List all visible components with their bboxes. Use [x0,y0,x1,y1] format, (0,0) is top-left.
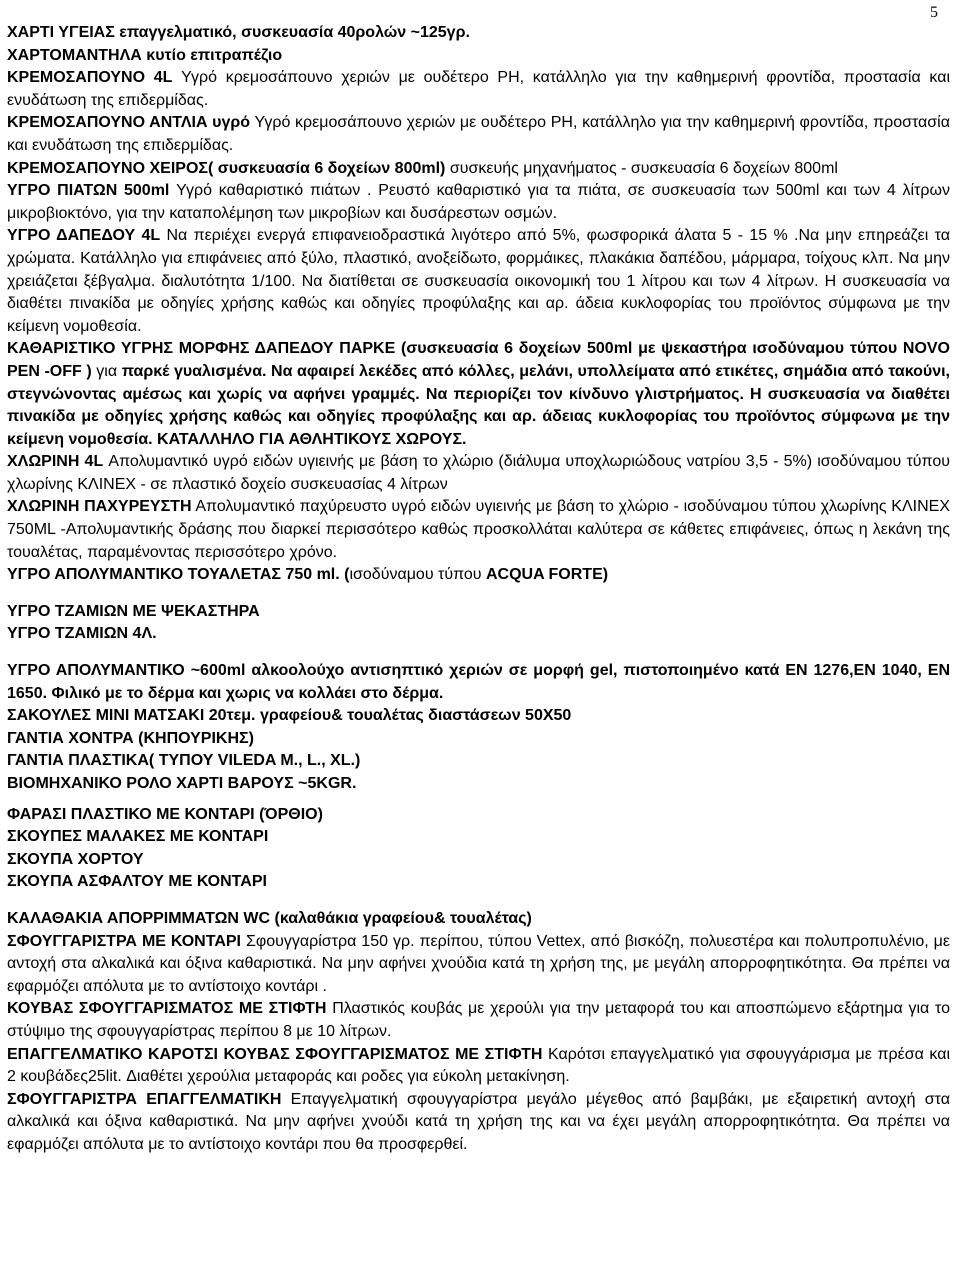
product-name: ΣΚΟΥΠΑ ΑΣΦΑΛΤΟΥ ΜΕ ΚΟΝΤΑΡΙ [7,873,267,891]
product-description: Απολυμαντικό παχύρευστο υγρό ειδών υγιεινής με βάση το χλώριο - ισοδύναμου τύπου χλωρίνης ΚΛΙΝΕΧ 750ML -Απολυμαντικής δράσης που διαρκεί περισσότερο καθώς προσκολλάται καλύτερα σε κάθετες επιφάνειες, όπως η λεκάνη της τουαλέτας, παραμένοντας περισσότερο χρόνο. [7,498,950,561]
product-entry [7,728,950,751]
product-description: Υγρό κρεμοσάπουνο χεριών με ουδέτερο PH, κατάλληλο για την καθημερινή φροντίδα, προστασία και ενυδάτωση της επιδερμίδας. [7,69,951,109]
product-name: ΓΑΝΤΙΑ ΧΟΝΤΡΑ (ΚΗΠΟΥΡΙΚΗΣ) [7,729,254,747]
product-entry [7,705,950,728]
product-name: ΚΡΕΜΟΣΑΠΟΥΝΟ ΧΕΙΡΟΣ( συσκευασία 6 δοχείων 800ml) [7,159,446,177]
product-name: ΓΑΝΤΙΑ ΠΛΑΣΤΙΚΑ( ΤΥΠΟΥ VILEDA M., L., XL.) [7,752,361,770]
product-name: ΒΙΟΜΗΧΑΝΙΚΟ ΡΟΛΟ ΧΑΡΤΙ ΒΑΡΟΥΣ ~5KGR. [7,775,357,792]
product-entry [7,1044,950,1089]
spacer [7,646,950,660]
product-entry [7,158,950,181]
spacer [7,796,950,804]
product-entry [7,998,950,1043]
product-name: ΚΡΕΜΟΣΑΠΟΥΝΟ ΑΝΤΛΙΑ υγρό [7,114,251,132]
product-description: Απολυμαντικό υγρό ειδών υγιεινής με βάση το χλώριο (διάλυμα υποχλωριώδους νατρίου 3,5 - 5%) ισοδύναμου τύπου χλωρίνης ΚΛΙΝΕΧ - σε πλαστικό δοχείο συσκευασίας 4 λίτρων [7,453,951,493]
product-description: Επαγγελματική σφουγγαρίστρα μεγάλο μέγεθος από βαμβάκι, με εξαιρετική αντοχή στα αλκαλικά και όξινα καθαριστικά. Να μην αφήνει χνούδι κατά τη χρήση της και να έχει μεγάλη απορροφητικότητα. Θα πρέπει να εφαρμόζει απόλυτα με το αντίστοιχο κοντάρι που θα προσφερθεί. [7,1090,951,1153]
product-description: Καρότσι επαγγελματικό για σφουγγάρισμα με πρέσα και 2 κουβάδες25lit. Διαθέτει χερούλια μεταφοράς και ροδες για εύκολη μετακίνηση. [7,1045,951,1086]
product-entry [7,564,950,587]
product-name: ΥΓΡΟ ΑΠΟΛΥΜΑΝΤΙΚΟ ~600ml αλκοολούχο αντισηπτικό χεριών σε μορφή gel, πιστοποιημένο κατά ΕΝ 1276,ΕΝ 1040, ΕΝ 1650. Φιλικό με το δέρμα και χωρις να κολλάει στο δέρμα. [7,662,950,702]
product-entry [7,180,950,225]
product-name: ΥΓΡΟ ΑΠΟΛΥΜΑΝΤΙΚΟ ΤΟΥΑΛΕΤΑΣ 750 ml. ( [7,566,350,584]
product-entry [7,826,950,849]
product-entry [7,1089,950,1157]
product-entry [7,871,950,894]
product-name: ΕΠΑΓΓΕΛΜΑΤΙΚΟ ΚΑΡΟΤΣΙ ΚΟΥΒΑΣ ΣΦΟΥΓΓΑΡΙΣΜΑΤΟΣ ΜΕ ΣΤΙΦΤΗ [7,1045,543,1063]
product-entry [7,112,950,157]
product-entry [7,750,950,773]
product-name: ΣΑΚΟΥΛΕΣ ΜΙΝΙ ΜΑΤΣΑΚΙ 20τεμ. γραφείου& τουαλέτας διαστάσεων 50Χ50 [7,707,572,725]
product-name: ΚΡΕΜΟΣΑΠΟΥΝΟ 4L [7,69,173,87]
product-name: ΚΟΥΒΑΣ ΣΦΟΥΓΓΑΡΙΣΜΑΤΟΣ ΜΕ ΣΤΙΦΤΗ [7,1000,327,1018]
product-entry [7,849,950,872]
product-description: Υγρό καθαριστικό πιάτων . Ρευστό καθαριστικό για τα πιάτα, σε συσκευασία των 500ml και των 4 λίτρων μικροβιοκτόνο, για την καταπολέμηση των μικροβίων και δυσάρεστων οσμών. [7,182,951,222]
product-description: ισοδύναμου τύπου [349,566,486,584]
page-number: 5 [930,4,938,21]
product-entry [7,225,950,338]
product-entry [7,804,950,827]
product-name: ΚΑΛΑΘΑΚΙΑ ΑΠΟΡΡΙΜΜΑΤΩΝ WC (καλαθάκια γραφείου& τουαλέτας) [7,909,532,927]
product-name: ΣΦΟΥΓΓΑΡΙΣΤΡΑ ΜΕ ΚΟΝΤΑΡΙ [7,932,241,950]
product-description: Σφουγγαρίστρα 150 γρ. περίπου, τύπου Vettex, από βισκόζη, πολυεστέρα και πολυπροπυλένιο, με αντοχή στα αλκαλικά και όξινα καθαριστικά. Να μην αφήνει χνούδια κατά τη χρήση της, με μεγάλη απορροφητικότητα. Θα πρέπει να εφαρμόζει απόλυτα με το αντίστοιχο κοντάρι . [7,932,950,995]
product-name: ΥΓΡΟ ΠΙΑΤΩΝ 500ml [7,182,170,200]
product-name: ΣΦΟΥΓΓΑΡΙΣΤΡΑ ΕΠΑΓΓΕΛΜΑΤΙΚΗ [7,1090,282,1108]
product-entry [7,22,950,45]
product-entry [7,601,950,624]
product-entry [7,773,950,796]
spacer [7,894,950,908]
product-description: συσκευής μηχανήματος - συσκευασία 6 δοχείων 800ml [445,159,838,177]
product-description: Να περιέχει ενεργά επιφανειοδραστικά λιγότερο από 5%, φωσφορικά άλατα 5 - 15 % .Να μην επηρεάζει τα χρώματα. Κατάλληλο για επιφάνειες από ξύλο, πλαστικό, ανοξείδωτο, φορμάικες, πλακάκια δαπέδου, μάρμαρα, τοίχους κλπ. Να μην χρειάζεται ξέβγαλμα. διαλυτότητα 1/100. Να διατίθεται σε συσκευασία οικονομική του 1 λίτρου και των 4 λίτρων. Η συσκευασία να διαθέτει πινακίδα με οδηγίες χρήσης καθώς και οδηγίες προφύλαξης και αρ. άδεια κυκλοφορίας του προϊόντος σύμφωνα με την κείμενη νομοθεσία. [7,227,950,335]
product-name: ΧΛΩΡΙΝΗ ΠΑΧΥΡΕΥΣΤΗ [7,498,192,516]
product-name: ΚΑΘΑΡΙΣΤΙΚΟ ΥΓΡΗΣ ΜΟΡΦΗΣ ΔΑΠΕΔΟΥ ΠΑΡΚΕ (συσκευασία 6 δοχείων 500ml με ψεκαστήρα ισοδύναμου τύπου NOVO PEN -OFF ) [7,340,950,380]
product-name: ΣΚΟΥΠΑ ΧΟΡΤΟΥ [7,850,144,868]
product-description: για [91,362,122,380]
product-name: ΣΚΟΥΠΕΣ ΜΑΛΑΚΕΣ ΜΕ ΚΟΝΤΑΡΙ [7,828,269,846]
product-entry [7,908,950,931]
spacer [7,587,950,601]
product-list [7,22,950,1157]
product-entry [7,338,950,451]
product-entry [7,45,950,68]
product-entry [7,451,950,496]
product-entry [7,67,950,112]
product-entry [7,931,950,999]
product-name: ΧΑΡΤΙ ΥΓΕΙΑΣ επαγγελματικό, συσκευασία 40ρολών ~125γρ. [7,24,470,41]
product-entry [7,496,950,564]
product-name: ΥΓΡΟ ΤΖΑΜΙΩΝ ΜΕ ΨΕΚΑΣΤΗΡΑ [7,602,260,620]
product-name: ΦΑΡΑΣΙ ΠΛΑΣΤΙΚΟ ΜΕ ΚΟΝΤΑΡΙ (ΌΡΘΙΟ) [7,805,323,823]
product-description-bold: παρκέ γυαλισμένα. Να αφαιρεί λεκέδες από κόλλες, μελάνι, υπολλείματα από ετικέτες, σημάδια από τακούνι, στεγνώνοντας αμέσως και χωρίς να αφήνει γραμμές. Να περιορίζει τον κίνδυνο γλιστρήματος. Η συσκευασία να διαθέτει πινακίδα με οδηγίες χρήσης καθώς και οδηγίες προφύλαξης και αρ. άδειας κυκλοφορίας του προϊόντος σύμφωνα με την κείμενη νομοθεσία. ΚΑΤΑΛΛΗΛΟ ΓΙΑ ΑΘΛΗΤΙΚΟΥΣ ΧΩΡΟΥΣ. [7,362,951,448]
product-name: ΧΛΩΡΙΝΗ 4L [7,453,104,471]
product-name: ΥΓΡΟ ΤΖΑΜΙΩΝ 4Λ. [7,625,157,643]
product-entry [7,660,950,705]
product-description: Πλαστικός κουβάς με χερούλι για την μεταφορά του και αποσπώμενο εξάρτημα για το στύψιμο της σφουγγαρίστρας περίπου 8 με 10 λίτρων. [7,1000,950,1040]
product-entry [7,623,950,646]
product-description: Υγρό κρεμοσάπουνο χεριών με ουδέτερο PH, κατάλληλο για την καθημερινή φροντίδα, προστασία και ενυδάτωση της επιδερμίδας. [7,114,950,154]
product-description-bold: ACQUA FORTE) [486,566,609,584]
product-name: ΥΓΡΟ ΔΑΠΕΔΟΥ 4L [7,227,161,245]
product-name: ΧΑΡΤΟΜΑΝΤΗΛΑ κυτίο επιτραπέζιο [7,46,283,64]
